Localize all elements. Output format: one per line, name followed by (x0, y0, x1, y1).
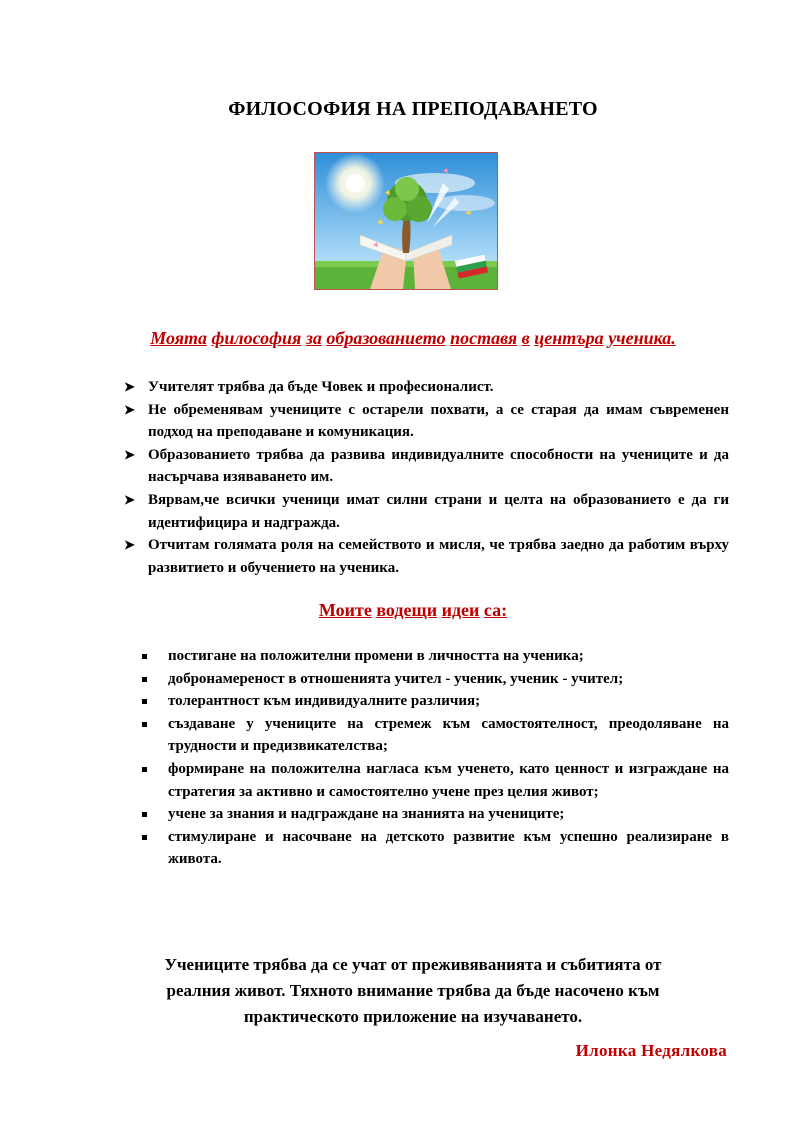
square-bullet-icon (142, 835, 147, 840)
philosophy-heading-word: в (521, 328, 530, 348)
ideas-list (140, 645, 729, 871)
closing-line: Учениците трябва да се учат от преживяванията и събитията от (164, 955, 662, 974)
philosophy-heading-word: ученика. (608, 328, 676, 348)
arrow-bullet-icon: ➤ (124, 537, 135, 553)
ideas-heading-word: са: (483, 600, 508, 620)
philosophy-heading-word: Моята (150, 328, 207, 348)
philosophy-heading-word: центъра (534, 328, 604, 348)
list-item-text: стимулиране и насочване на детското развитие към успешно реализиране в живота. (168, 828, 729, 868)
list-item-text: Отчитам голямата роля на семейството и мисля, че трябва заедно да работим върху развитието и обучението на ученика. (148, 537, 729, 576)
arrow-bullet-icon: ➤ (124, 401, 135, 417)
list-item (140, 668, 729, 691)
arrow-bullet-icon: ➤ (124, 379, 135, 394)
list-item (124, 399, 729, 444)
square-bullet-icon (142, 654, 147, 659)
list-item (140, 803, 729, 826)
square-bullet-icon (142, 677, 147, 682)
philosophy-heading (0, 328, 793, 349)
square-bullet-icon (142, 767, 147, 772)
list-item-text: добронамереност в отношенията учител - ученик, ученик - учител; (168, 670, 624, 687)
list-item (124, 444, 729, 489)
list-item (140, 826, 729, 871)
ideas-heading (0, 600, 793, 621)
list-item-text: създаване у учениците на стремеж към самостоятелност, преодоляване на трудности и предизвикателства; (168, 715, 729, 755)
list-item (124, 534, 729, 579)
list-item-text: Вярвам,че всички ученици имат силни страни и целта на образованието е да ги идентифицира и надгражда. (148, 491, 729, 531)
list-item (140, 713, 729, 758)
arrow-bullet-icon: ➤ (124, 446, 135, 462)
closing-statement (100, 952, 726, 1030)
philosophy-heading-word: поставя (450, 328, 518, 348)
square-bullet-icon (142, 812, 147, 817)
list-item (124, 489, 729, 534)
square-bullet-icon (142, 722, 147, 727)
open-book-tree-illustration (314, 152, 498, 290)
ideas-heading-word: водещи (376, 600, 438, 620)
philosophy-heading-word: образованието (326, 328, 446, 348)
list-item-text: учене за знания и надграждане на знанията на учениците; (168, 806, 565, 823)
closing-line: реалния живот. Тяхното внимание трябва да бъде насочено към (166, 981, 660, 1000)
square-bullet-icon (142, 699, 147, 704)
list-item (124, 376, 729, 399)
list-item-text: толерантност към индивидуалните различия; (168, 693, 481, 710)
author-signature: Илонка Недялкова (575, 1041, 727, 1060)
ideas-heading-word: Моите (318, 600, 372, 620)
list-item (140, 758, 729, 803)
principles-list (124, 376, 729, 579)
list-item-text: формиране на положителна нагласа към ученето, като ценност и изграждане на стратегия за активно и самостоятелно учене през целия живот; (168, 760, 729, 800)
list-item-text: Образованието трябва да развива индивидуалните способности на учениците и да насърчава изяваването им. (148, 446, 729, 486)
closing-line: практическото приложение на изучаването. (243, 1007, 583, 1026)
ideas-heading-word: идеи (441, 600, 480, 620)
list-item (140, 690, 729, 713)
page-title: ФИЛОСОФИЯ НА ПРЕПОДАВАНЕТО (228, 98, 598, 120)
list-item-text: постигане на положителни промени в личността на ученика; (168, 648, 584, 664)
list-item-text: Учителят трябва да бъде Човек и професионалист. (148, 379, 494, 395)
philosophy-heading-word: философия (211, 328, 302, 348)
arrow-bullet-icon: ➤ (124, 491, 135, 507)
philosophy-heading-word: за (305, 328, 322, 348)
list-item (140, 645, 729, 668)
list-item-text: Не обременявам учениците с остарели похвати, а се старая да имам съвременен подход на преподаване и комуникация. (148, 401, 729, 441)
